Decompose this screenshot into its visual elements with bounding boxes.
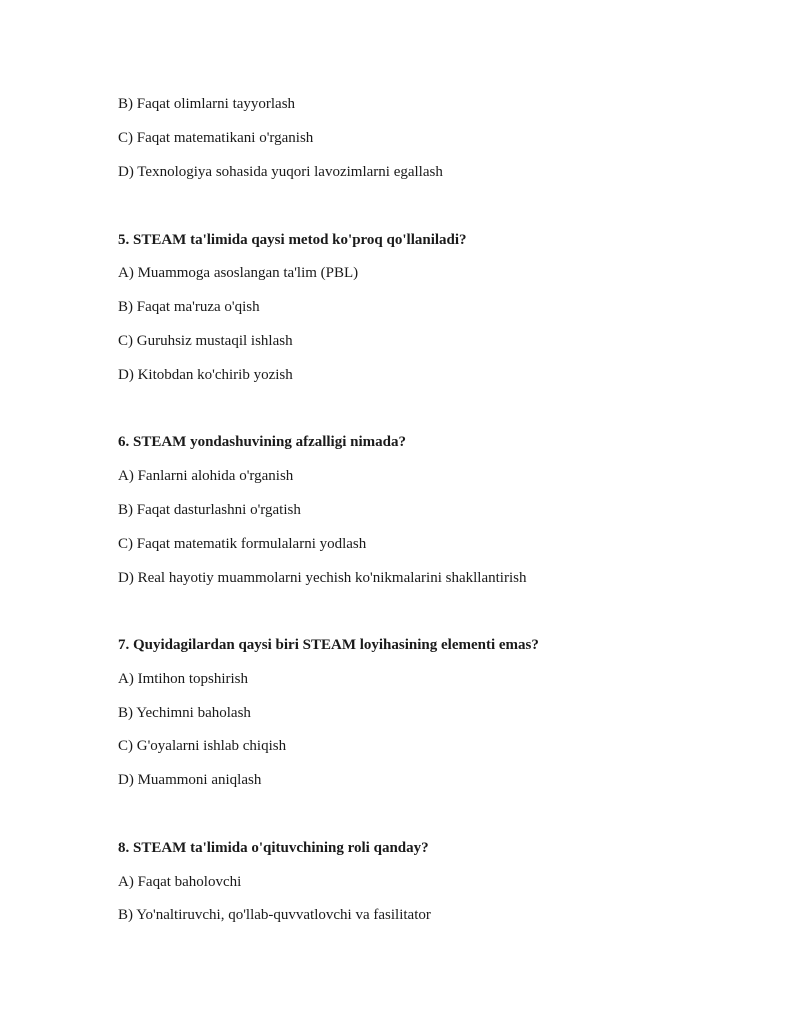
option-7c: C) G'oyalarni ishlab chiqish [118, 738, 287, 754]
option-5c: C) Guruhsiz mustaqil ishlash [118, 333, 293, 349]
option-4d: D) Texnologiya sohasida yuqori lavozimlarni egallash [118, 164, 443, 180]
option-7d: D) Muammoni aniqlash [118, 772, 262, 788]
option-5d: D) Kitobdan ko'chirib yozish [118, 367, 293, 383]
question-6: 6. STEAM yondashuvining afzalligi nimada? [118, 434, 406, 450]
option-6d: D) Real hayotiy muammolarni yechish ko'nikmalarini shakllantirish [118, 570, 527, 586]
option-6a: A) Fanlarni alohida o'rganish [118, 468, 294, 484]
option-5b: B) Faqat ma'ruza o'qish [118, 299, 260, 315]
option-8a: A) Faqat baholovchi [118, 874, 242, 890]
question-8: 8. STEAM ta'limida o'qituvchining roli qanday? [118, 840, 429, 856]
question-5: 5. STEAM ta'limida qaysi metod ko'proq qo'llaniladi? [118, 232, 467, 248]
option-7b: B) Yechimni baholash [118, 705, 251, 721]
option-4b: B) Faqat olimlarni tayyorlash [118, 96, 296, 112]
option-7a: A) Imtihon topshirish [118, 671, 248, 687]
option-6c: C) Faqat matematik formulalarni yodlash [118, 536, 367, 552]
question-7: 7. Quyidagilardan qaysi biri STEAM loyihasining elementi emas? [118, 637, 539, 653]
option-8b: B) Yo'naltiruvchi, qo'llab-quvvatlovchi va fasilitator [118, 907, 431, 923]
option-6b: B) Faqat dasturlashni o'rgatish [118, 502, 301, 518]
option-4c: C) Faqat matematikani o'rganish [118, 130, 314, 146]
option-5a: A) Muammoga asoslangan ta'lim (PBL) [118, 265, 359, 281]
